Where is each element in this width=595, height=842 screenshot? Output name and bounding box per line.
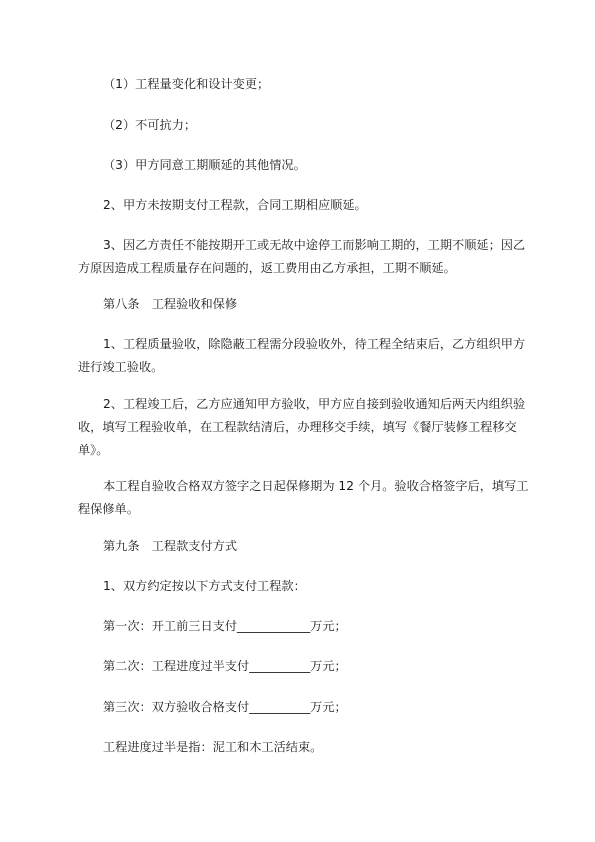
line: 程保修单。: [78, 502, 139, 516]
line: （2）不可抗力；: [103, 118, 197, 132]
line: 第二次：工程进度过半支付__________万元；: [103, 659, 347, 673]
line: 收，填写工程验收单，在工程款结清后，办理移交手续，填写《餐厅装修工程移交: [78, 420, 517, 434]
article-8-heading: [103, 293, 498, 316]
article-9-heading: [103, 535, 498, 558]
line: 第九条 工程款支付方式: [103, 539, 238, 553]
payment-first: [103, 615, 498, 638]
line: 第一次：开工前三日支付____________万元；: [103, 619, 347, 633]
clause-item-1: [103, 73, 498, 96]
line: 第八条 工程验收和保修: [103, 297, 238, 311]
line: 进行竣工验收。: [78, 360, 164, 374]
line: 2、工程竣工后，乙方应通知甲方验收，甲方应自接到验收通知后两天内组织验: [103, 397, 526, 411]
progress-definition: [103, 736, 498, 759]
line: 方原因造成工程质量存在问题的，返工费用由乙方承担，工期不顺延。: [78, 261, 456, 275]
clause-item-3: [103, 154, 498, 177]
article-8-item-2: [78, 393, 526, 462]
clause-2: [103, 194, 498, 217]
clause-item-2: [103, 114, 498, 137]
line: 1、工程质量验收，除隐蔽工程需分段验收外，待工程全结束后，乙方组织甲方: [103, 337, 526, 351]
line: 本工程自验收合格双方签字之日起保修期为 12 个月。验收合格签字后，填写工: [103, 479, 529, 493]
line: （1）工程量变化和设计变更；: [103, 77, 270, 91]
line: （3）甲方同意工期顺延的其他情况。: [103, 158, 306, 172]
article-9-item-1: [103, 575, 498, 598]
line: 工程进度过半是指：泥工和木工活结束。: [103, 740, 323, 754]
line: 单》。: [78, 443, 109, 457]
line: 1、双方约定按以下方式支付工程款：: [103, 579, 306, 593]
article-8-item-1: [78, 333, 526, 379]
line: 2、甲方未按期支付工程款，合同工期相应顺延。: [103, 198, 367, 212]
line: 3、因乙方责任不能按期开工或无故中途停工而影响工期的，工期不顺延；因乙: [103, 238, 526, 252]
warranty-paragraph: [78, 475, 529, 521]
line: 第三次：双方验收合格支付__________万元；: [103, 700, 347, 714]
payment-second: [103, 655, 498, 678]
clause-3: [78, 234, 526, 280]
payment-third: [103, 696, 498, 719]
